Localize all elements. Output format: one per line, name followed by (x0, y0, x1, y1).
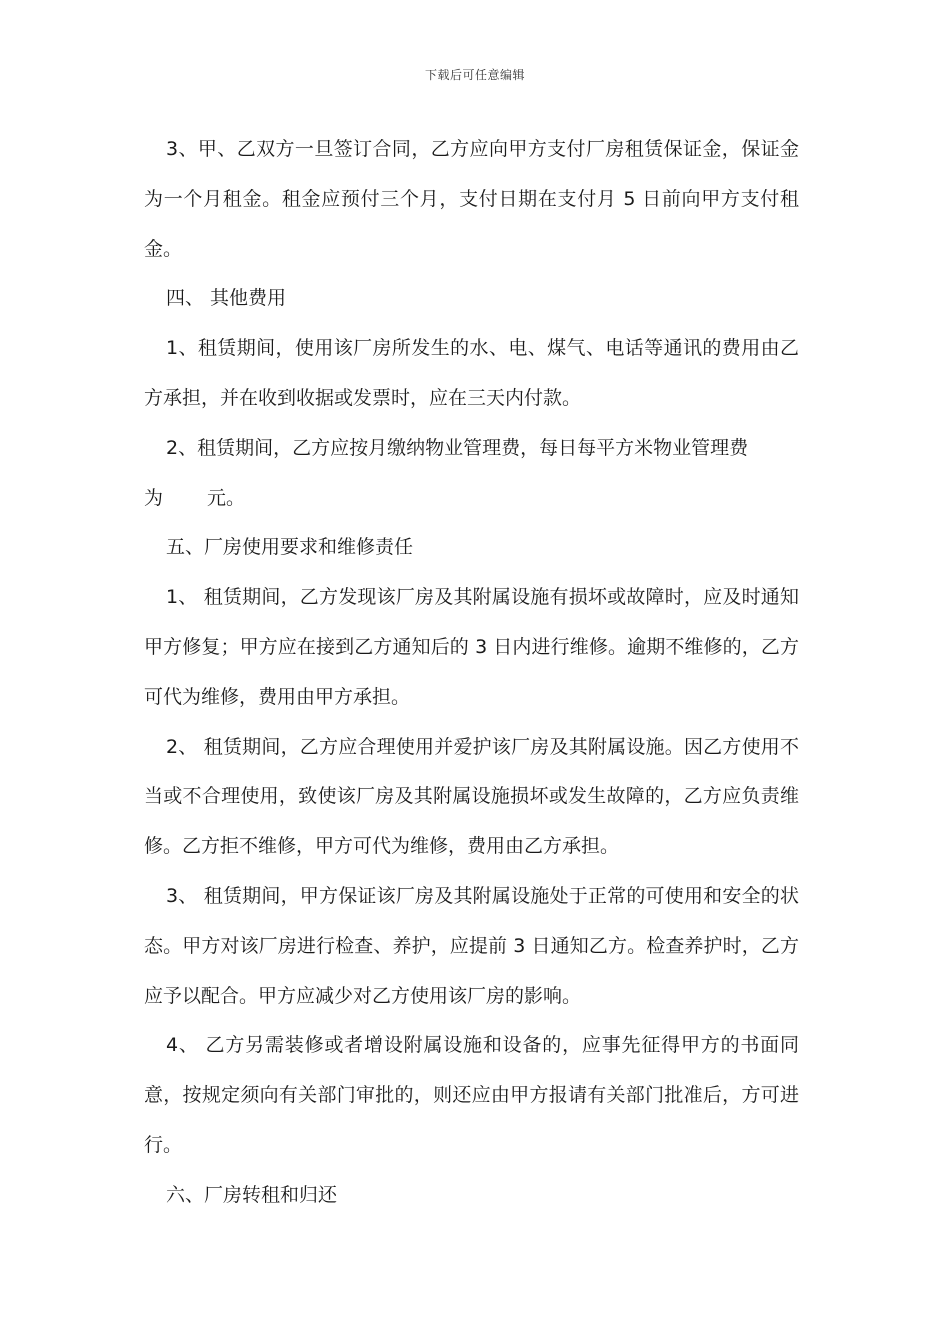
clause-paragraph: 2、 租赁期间，乙方应合理使用并爱护该厂房及其附属设施。因乙方使用不当或不合理使用，致使该厂房及其附属设施损坏或发生故障的，乙方应负责维修。乙方拒不维修，甲方可代为维修，费用由乙方承担。 (144, 735, 799, 858)
page-header: 下载后可任意编辑 (424, 68, 525, 82)
clause-continuation: 为 元。 (144, 486, 246, 509)
clause-paragraph: 3、 租赁期间，甲方保证该厂房及其附属设施处于正常的可使用和安全的状态。甲方对该厂房进行检查、养护，应提前 3 日通知乙方。检查养护时，乙方应予以配合。甲方应减少对乙方使用该厂房的影响。 (144, 884, 799, 1007)
section-heading: 四、 其他费用 (166, 287, 287, 310)
clause-paragraph: 4、 乙方另需装修或者增设附属设施和设备的，应事先征得甲方的书面同意，按规定须向有关部门审批的，则还应由甲方报请有关部门批准后，方可进行。 (144, 1034, 799, 1156)
section-heading: 六、厂房转租和归还 (166, 1183, 338, 1206)
clause-paragraph: 2、租赁期间，乙方应按月缴纳物业管理费，每日每平方米物业管理费 (166, 436, 749, 459)
clause-paragraph: 1、 租赁期间，乙方发现该厂房及其附属设施有损坏或故障时，应及时通知甲方修复；甲方应在接到乙方通知后的 3 日内进行维修。逾期不维修的，乙方可代为维修，费用由甲方承担。 (144, 586, 799, 708)
clause-paragraph: 3、甲、乙双方一旦签订合同，乙方应向甲方支付厂房租赁保证金，保证金为一个月租金。租金应预付三个月，支付日期在支付月 5 日前向甲方支付租金。 (144, 138, 799, 260)
clause-paragraph: 1、租赁期间，使用该厂房所发生的水、电、煤气、电话等通讯的费用由乙方承担，并在收到收据或发票时，应在三天内付款。 (144, 337, 799, 409)
section-heading: 五、厂房使用要求和维修责任 (166, 536, 414, 559)
document-body (144, 125, 799, 1221)
